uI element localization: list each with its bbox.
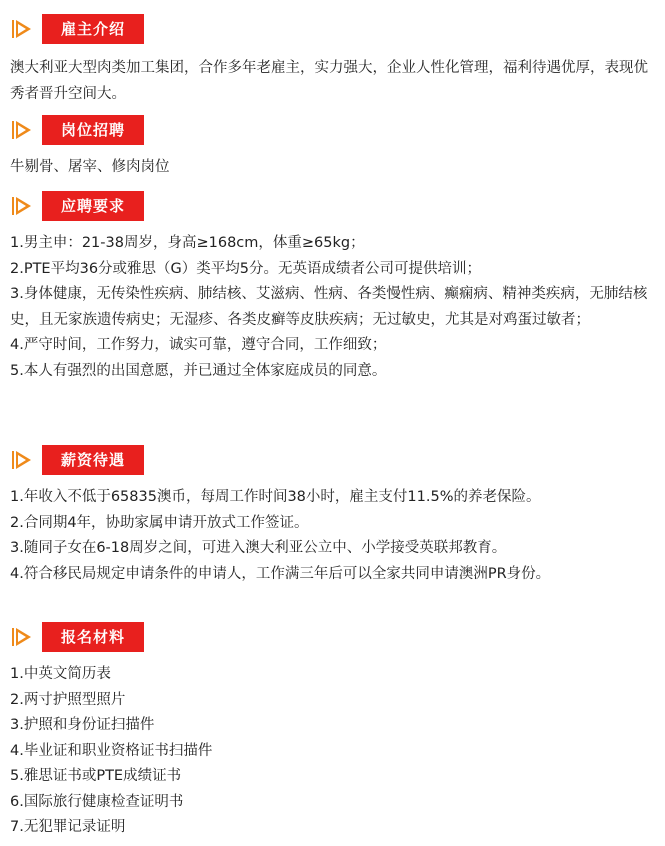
section-title-employer: 雇主介绍: [42, 14, 144, 44]
section-title-positions: 岗位招聘: [42, 115, 144, 145]
section-title-salary: 薪资待遇: [42, 445, 144, 475]
list-item: 4.严守时间，工作努力，诚实可靠，遵守合同，工作细致；: [10, 337, 387, 353]
play-marker-icon: [12, 450, 34, 470]
list-item: 1.男主申：21-38周岁，身高≥168cm，体重≥65kg；: [10, 235, 365, 251]
positions-text: 牛剔骨、屠宰、修肉岗位: [10, 159, 170, 175]
section-header-requirements: [12, 190, 144, 222]
list-item: 5.本人有强烈的出国意愿，并已通过全体家庭成员的同意。: [10, 362, 387, 379]
list-item: 5.雅思证书或PTE成绩证书: [10, 768, 182, 784]
play-marker-icon: [12, 120, 34, 140]
play-marker-icon: [12, 19, 34, 39]
list-item: 1.年收入不低于65835澳币，每周工作时间38小时，雇主支付11.5%的养老保险。: [10, 489, 541, 505]
section-title-materials: 报名材料: [42, 622, 144, 652]
materials-list: [10, 662, 650, 841]
list-item: 2.PTE平均36分或雅思（G）类平均5分。无英语成绩者公司可提供培训；: [10, 260, 482, 277]
list-item: 3.随同子女在6-18周岁之间，可进入澳大利亚公立中、小学接受英联邦教育。: [10, 540, 507, 556]
employer-description: [10, 56, 650, 107]
list-item: 4.毕业证和职业资格证书扫描件: [10, 742, 213, 759]
list-item: 4.符合移民局规定申请条件的申请人，工作满三年后可以全家共同申请澳洲PR身份。: [10, 565, 551, 582]
play-marker-icon: [12, 627, 34, 647]
section-title-requirements: 应聘要求: [42, 191, 144, 221]
list-item: 6.国际旅行健康检查证明书: [10, 793, 184, 810]
section-header-employer: [12, 13, 144, 45]
section-header-materials: [12, 621, 144, 653]
employer-description-text: 澳大利亚大型肉类加工集团，合作多年老雇主，实力强大，企业人性化管理，福利待遇优厚，表现优秀者晋升空间大。: [10, 60, 648, 102]
section-header-salary: [12, 444, 144, 476]
list-item: 7.无犯罪记录证明: [10, 819, 126, 835]
list-item: 3.身体健康，无传染性疾病、肺结核、艾滋病、性病、各类慢性病、癫痫病、精神类疾病，无肺结核史，且无家族遗传病史；无湿疹、各类皮癣等皮肤疾病；无过敏史，尤其是对鸡蛋过敏者；: [10, 286, 648, 328]
section-header-positions: [12, 114, 144, 146]
list-item: 2.合同期4年，协助家属申请开放式工作签证。: [10, 514, 309, 531]
list-item: 3.护照和身份证扫描件: [10, 717, 155, 733]
list-item: 2.两寸护照型照片: [10, 691, 126, 708]
requirements-list: [10, 231, 650, 384]
positions-description: [10, 155, 650, 181]
salary-list: [10, 485, 650, 587]
list-item: 1.中英文简历表: [10, 666, 111, 682]
play-marker-icon: [12, 196, 34, 216]
